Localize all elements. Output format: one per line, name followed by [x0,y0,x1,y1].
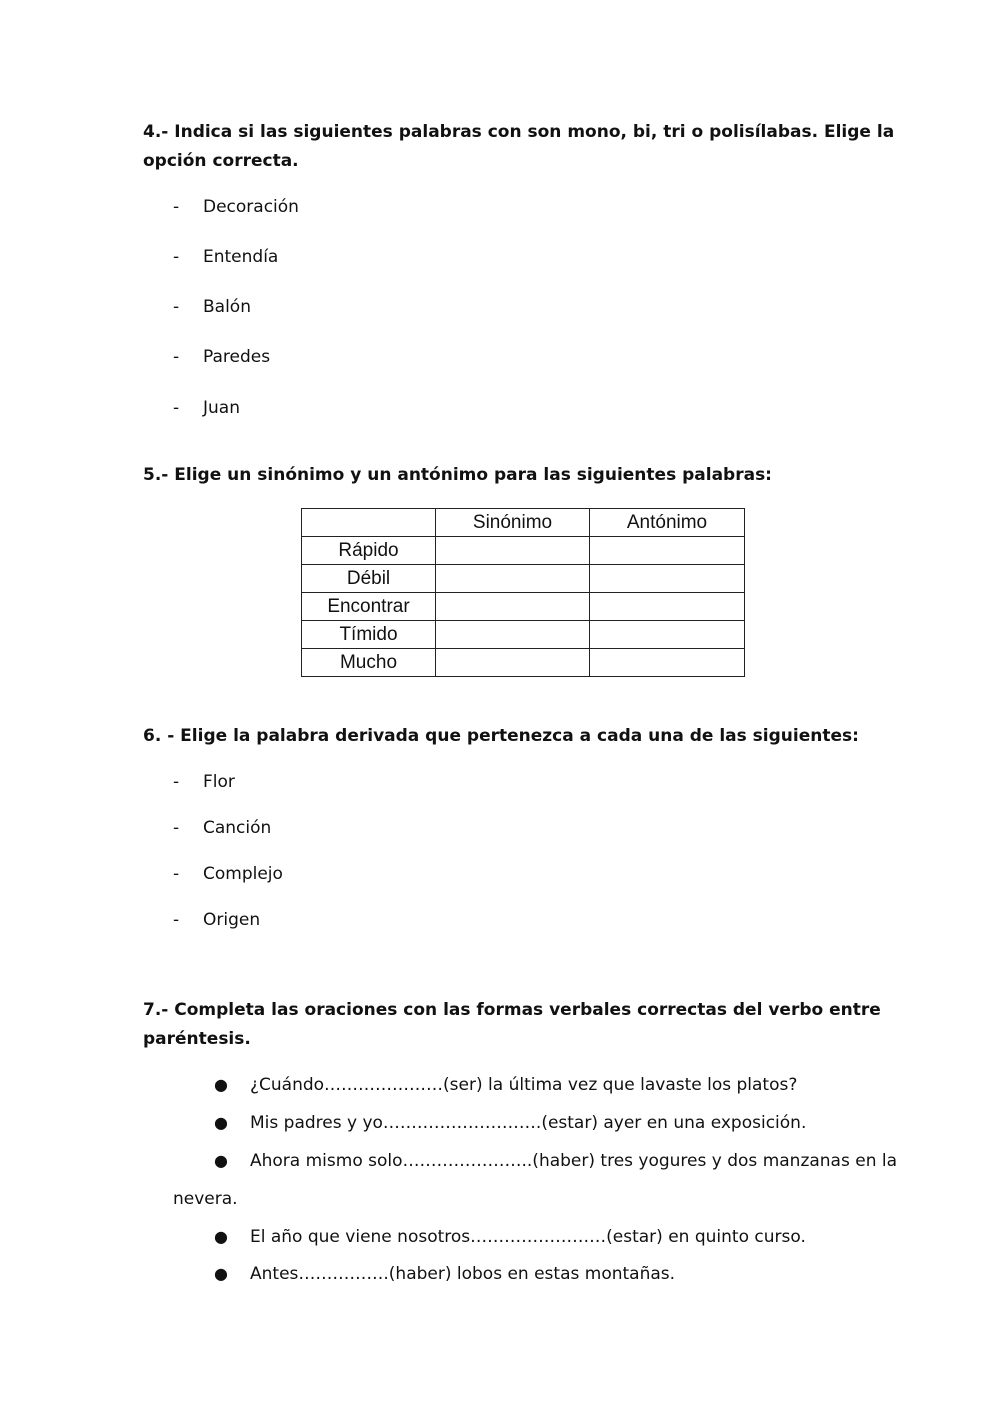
word-flor: Flor [203,772,235,792]
list-item: - Paredes [173,347,271,367]
word-balon: Balón [203,297,251,317]
sentence-2: Mis padres y yo……………………….(estar) ayer en una exposición. [250,1113,807,1133]
table-row [302,565,745,593]
synonym-cell[interactable] [436,621,590,649]
row-word: Encontrar [302,593,436,621]
word-entendia: Entendía [203,247,279,267]
table-row [302,621,745,649]
list-item: ● El año que viene nosotros……………………(estar) en quinto curso. [214,1227,806,1247]
list-item: - Juan [173,398,240,418]
header-antonimo: Antónimo [590,509,745,537]
synonym-antonym-table [301,508,745,677]
row-word: Tímido [302,621,436,649]
word-origen: Origen [203,910,261,930]
question-5-title: 5.- Elige un sinónimo y un antónimo para las siguientes palabras: [143,465,772,485]
list-item: ● ¿Cuándo…………………(ser) la última vez que lavaste los platos? [214,1075,798,1095]
row-word: Mucho [302,649,436,677]
table-row [302,649,745,677]
synonym-cell[interactable] [436,593,590,621]
question-7-title: 7.- Completa las oraciones con las formas verbales correctas del verbo entre paréntesis. [143,1000,881,1049]
list-item: - Flor [173,772,235,792]
list-item: ● Ahora mismo solo…………………..(haber) tres yogures y dos manzanas en la [214,1151,898,1171]
list-item: - Entendía [173,247,279,267]
list-item: - Complejo [173,864,283,884]
word-juan: Juan [203,398,240,418]
table-header-row [302,509,745,537]
word-complejo: Complejo [203,864,283,884]
table-row [302,593,745,621]
row-word: Débil [302,565,436,593]
sentence-1: ¿Cuándo…………………(ser) la última vez que lavaste los platos? [250,1075,798,1095]
question-4-title: 4.- Indica si las siguientes palabras con son mono, bi, tri o polisílabas. Elige la opción correcta. [143,122,895,171]
antonym-cell[interactable] [590,649,745,677]
word-cancion: Canción [203,818,272,838]
sentence-4: El año que viene nosotros……………………(estar) en quinto curso. [250,1227,806,1247]
sentence-3: Ahora mismo solo…………………..(haber) tres yogures y dos manzanas en la [250,1151,898,1171]
question-6-title: 6. - Elige la palabra derivada que pertenezca a cada una de las siguientes: [143,726,859,746]
list-item: - Decoración [173,197,299,217]
synonym-cell[interactable] [436,649,590,677]
list-item: - Balón [173,297,251,317]
header-empty [302,509,436,537]
row-word: Rápido [302,537,436,565]
word-paredes: Paredes [203,347,271,367]
sentence-5: Antes…………….(haber) lobos en estas montañas. [250,1264,676,1284]
word-decoracion: Decoración [203,197,299,217]
list-item: ● Mis padres y yo……………………….(estar) ayer en una exposición. [214,1113,807,1133]
antonym-cell[interactable] [590,593,745,621]
antonym-cell[interactable] [590,537,745,565]
list-item: ● Antes…………….(haber) lobos en estas montañas. [214,1264,676,1284]
sentence-3-continuation: nevera. [173,1189,238,1209]
synonym-cell[interactable] [436,537,590,565]
table-row [302,537,745,565]
header-sinonimo: Sinónimo [436,509,590,537]
antonym-cell[interactable] [590,621,745,649]
synonym-cell[interactable] [436,565,590,593]
list-item: - Origen [173,910,261,930]
list-item: - Canción [173,818,272,838]
antonym-cell[interactable] [590,565,745,593]
